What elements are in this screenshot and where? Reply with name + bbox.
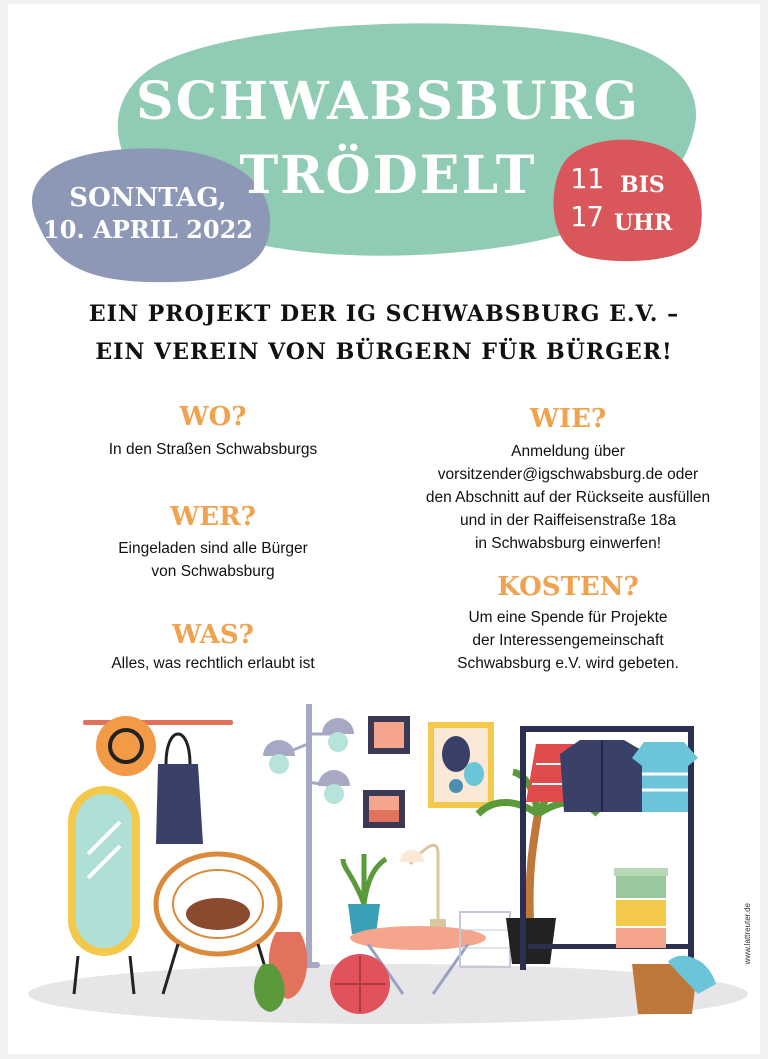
subtitle-line-2: EIN VEREIN VON BÜRGERN FÜR BÜRGER! — [95, 339, 673, 365]
date-weekday: SONNTAG, — [69, 183, 227, 213]
date-day: 10. APRIL 2022 — [43, 215, 253, 244]
wo-text: In den Straßen Schwabsburgs — [108, 441, 318, 458]
wer-text-2: von Schwabsburg — [151, 563, 275, 580]
wie-text-3: den Abschnitt auf der Rückseite ausfüllen — [425, 489, 711, 506]
poster — [8, 4, 760, 1054]
credit-text: www.lattreuter.de — [743, 902, 752, 964]
potted-palm-icon — [506, 918, 556, 964]
jacket-icon — [560, 740, 648, 812]
wie-text-1: Anmeldung über — [511, 443, 625, 460]
was-heading: WAS? — [172, 620, 254, 650]
title-line-1: SCHWABSBURG — [136, 71, 640, 132]
wie-heading: WIE? — [529, 404, 607, 434]
flea-market-illustration — [8, 694, 760, 1054]
storage-box-3 — [616, 928, 666, 948]
time-from: 11 — [570, 162, 604, 195]
time-to-word: UHR — [614, 210, 673, 236]
kosten-text-2: der Interessengemeinschaft — [472, 632, 664, 649]
wer-text-1: Eingeladen sind alle Bürger — [118, 540, 308, 557]
kosten-text-1: Um eine Spende für Projekte — [468, 609, 668, 626]
tote-bag-icon — [156, 764, 203, 844]
time-from-word: BIS — [620, 172, 665, 198]
was-text: Alles, was rechtlich erlaubt ist — [111, 655, 315, 672]
clothing-rack-icon — [520, 730, 526, 970]
kosten-heading: KOSTEN? — [497, 572, 639, 602]
kosten-text-3: Schwabsburg e.V. wird gebeten. — [457, 655, 679, 672]
subtitle-line-1: EIN PROJEKT DER IG SCHWABSBURG E.V. – — [88, 301, 680, 327]
title-line-2: TRÖDELT — [239, 145, 537, 206]
hat-icon — [96, 716, 156, 776]
wo-heading: WO? — [179, 402, 247, 432]
wie-text-5: in Schwabsburg einwerfen! — [474, 535, 662, 552]
wie-text-2: vorsitzender@igschwabsburg.de oder — [437, 466, 699, 483]
wer-heading: WER? — [170, 502, 256, 532]
storage-box-2 — [616, 900, 666, 926]
time-to: 17 — [570, 200, 604, 233]
wie-text-4: und in der Raiffeisenstraße 18a — [460, 512, 676, 529]
